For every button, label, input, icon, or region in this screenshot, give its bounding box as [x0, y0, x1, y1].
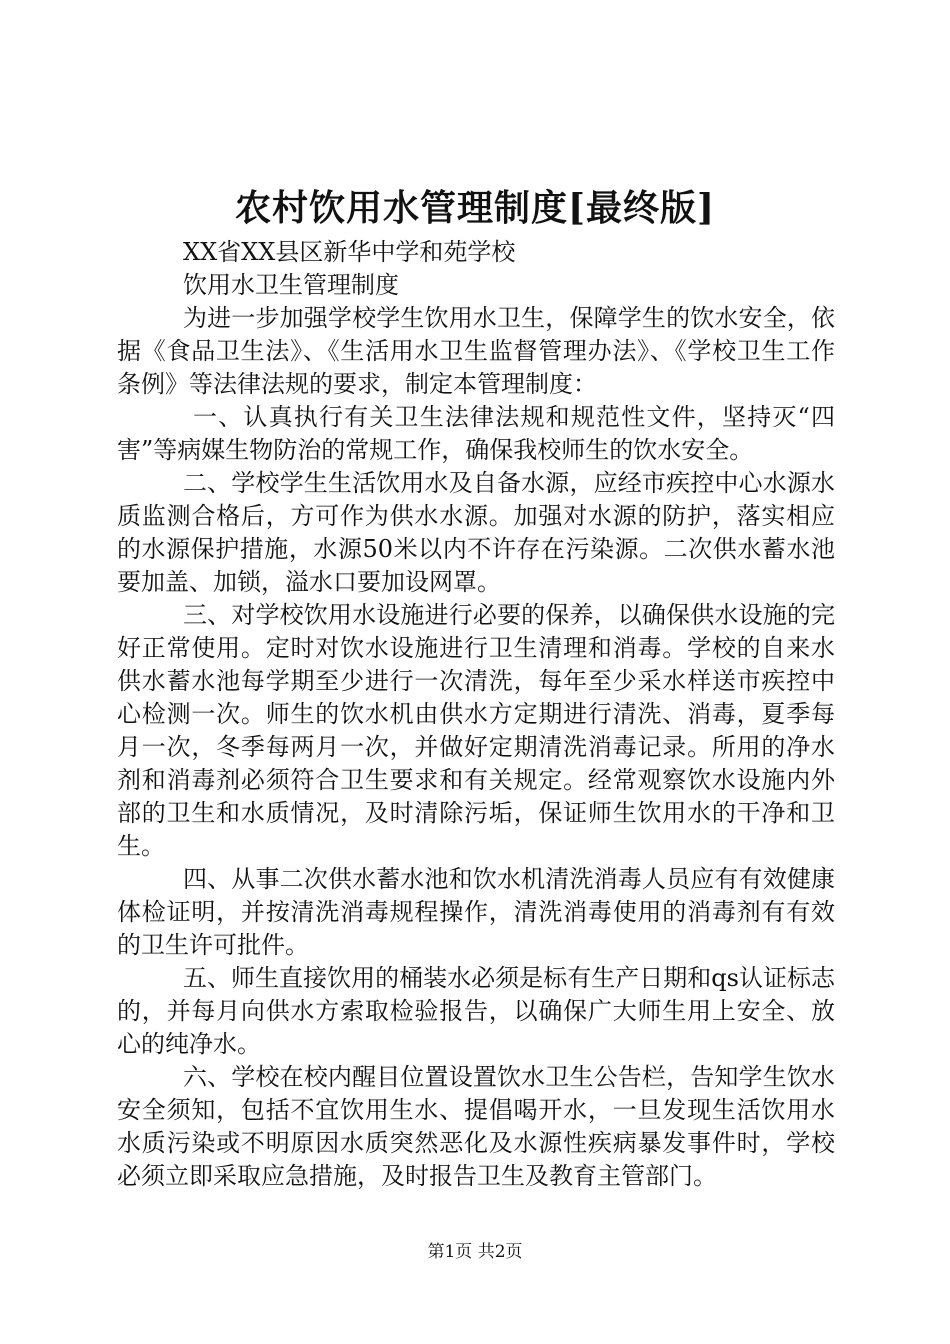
page-number-footer: 第1页 共2页: [427, 1242, 523, 1262]
document-body: [117, 236, 835, 1193]
intro-paragraph: 为进一步加强学校学生饮用水卫生，保障学生的饮水安全，依据《食品卫生法》、《生活用水卫生监督管理办法》、《学校卫生工作条例》等法律法规的要求，制定本管理制度：: [117, 304, 835, 398]
regulation-name-line: 饮用水卫生管理制度: [183, 271, 399, 299]
document-title: 农村饮用水管理制度[最终版]: [234, 187, 716, 229]
clause-4-paragraph: 四、从事二次供水蓄水池和饮水机清洗消毒人员应有有效健康体检证明，并按清洗消毒规程操作，清洗消毒使用的消毒剂有有效的卫生许可批件。: [117, 865, 835, 959]
clause-6-paragraph: 六、学校在校内醒目位置设置饮水卫生公告栏，告知学生饮水安全须知，包括不宜饮用生水、提倡喝开水，一旦发现生活饮用水水质污染或不明原因水质突然恶化及水源性疾病暴发事件时，学校必须立即采取应急措施，及时报告卫生及教育主管部门。: [117, 1063, 835, 1190]
clause-5-paragraph: 五、师生直接饮用的桶装水必须是标有生产日期和qs认证标志的，并每月向供水方索取检验报告，以确保广大师生用上安全、放心的纯净水。: [117, 964, 835, 1058]
clause-3-paragraph: 三、对学校饮用水设施进行必要的保养，以确保供水设施的完好正常使用。定时对饮水设施进行卫生清理和消毒。学校的自来水供水蓄水池每学期至少进行一次清洗，每年至少采水样送市疾控中心检测一次。师生的饮水机由供水方定期进行清洗、消毒，夏季每月一次，冬季每两月一次，并做好定期清洗消毒记录。所用的净水剂和消毒剂必须符合卫生要求和有关规定。经常观察饮水设施内外部的卫生和水质情况，及时清除污垢，保证师生饮用水的干净和卫生。: [117, 601, 835, 860]
clause-2-paragraph: 二、学校学生生活饮用水及自备水源，应经市疾控中心水源水质监测合格后，方可作为供水水源。加强对水源的防护，落实相应的水源保护措施，水源50米以内不许存在污染源。二次供水蓄水池要加盖、加锁，溢水口要加设网罩。: [117, 469, 835, 596]
school-name-line: XX省XX县区新华中学和苑学校: [183, 238, 516, 266]
clause-1-paragraph: 一、认真执行有关卫生法律法规和规范性文件，坚持灭“四害”等病媒生物防治的常规工作，确保我校师生的饮水安全。: [117, 403, 835, 464]
